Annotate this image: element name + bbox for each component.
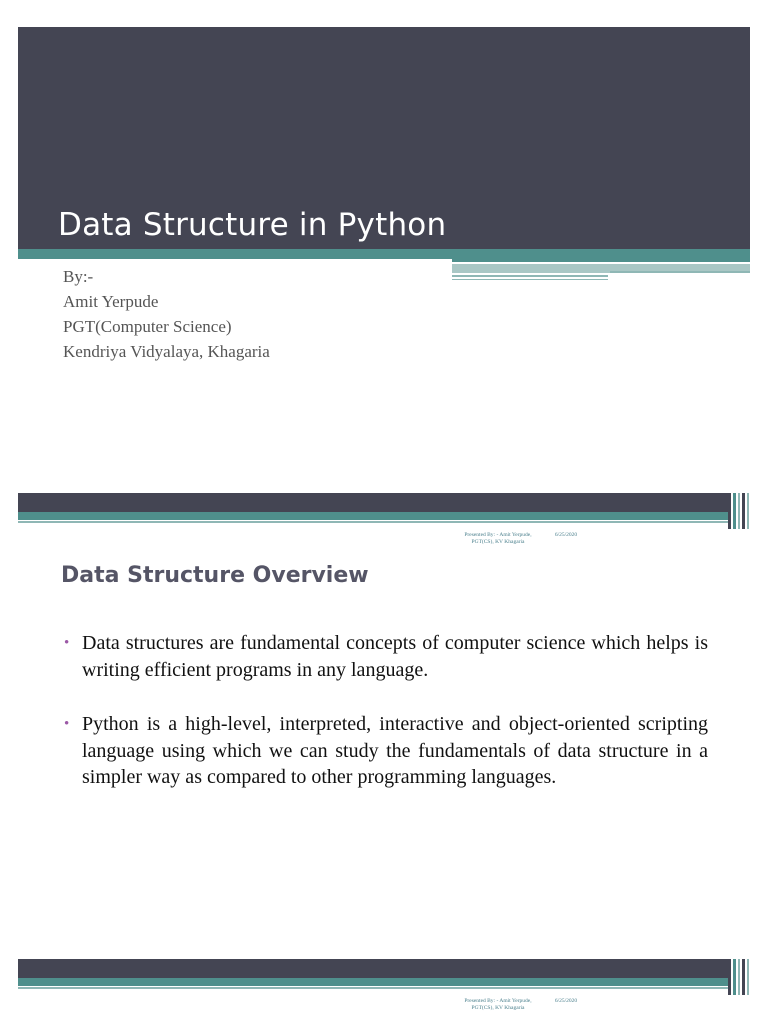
author-block <box>63 264 270 364</box>
slide2-footer-date: 6/25/2020 <box>554 998 578 1004</box>
slide1-footer-dark-band <box>18 493 728 512</box>
bullet-list <box>64 630 708 819</box>
footer-presenter-line2: PGT(CS), KV Khagaria <box>471 1005 525 1011</box>
title-accent-line <box>452 275 608 277</box>
bullet-text: Data structures are fundamental concepts of computer science which helps is writing efficient programs in any language. <box>82 632 708 681</box>
author-school: Kendriya Vidyalaya, Khagaria <box>63 342 270 361</box>
author-designation: PGT(Computer Science) <box>63 317 232 336</box>
slide1-footer-stripes <box>728 493 750 529</box>
bullet-icon: • <box>64 635 70 651</box>
bullet-item <box>64 711 708 791</box>
slide2-title: Data Structure Overview <box>61 563 369 588</box>
title-slide-teal-band <box>18 249 750 259</box>
slide2-footer-presenter <box>448 998 548 1012</box>
slide1-footer-presenter <box>448 532 548 546</box>
author-name: Amit Yerpude <box>63 292 159 311</box>
slide2-footer-teal-band <box>18 978 728 986</box>
slide1-footer-light-line <box>18 521 728 523</box>
title-accent-line <box>452 279 608 280</box>
slide2-footer-stripes <box>728 959 750 995</box>
title-accent-line <box>610 271 750 273</box>
title-accent-line <box>452 259 750 262</box>
author-by-label: By:- <box>63 267 94 286</box>
footer-presenter-line2: PGT(CS), KV Khagaria <box>471 539 525 545</box>
title-slide-heading: Data Structure in Python <box>58 207 447 243</box>
slide2-footer-dark-band <box>18 959 728 978</box>
slide1-footer-teal-band <box>18 512 728 520</box>
bullet-item <box>64 630 708 683</box>
slide1-footer-date: 6/25/2020 <box>554 532 578 538</box>
slide2-footer-light-line <box>18 987 728 989</box>
bullet-text: Python is a high-level, interpreted, interactive and object-oriented scripting language using which we can study the fundamentals of data structure in a simpler way as compared to other programming languages. <box>82 713 708 788</box>
footer-presenter-line1: Presented By: - Amit Yerpude, <box>464 998 532 1004</box>
footer-presenter-line1: Presented By: - Amit Yerpude, <box>464 532 532 538</box>
bullet-icon: • <box>64 716 70 732</box>
